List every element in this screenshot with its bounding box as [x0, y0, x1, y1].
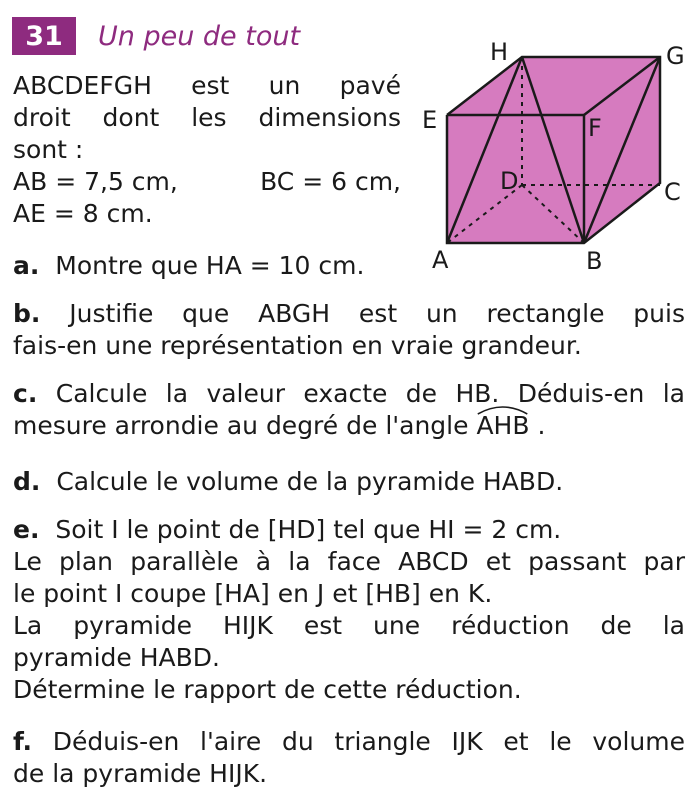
question-e-text-2: Le plan parallèle à la face ABCD et passant par [13, 547, 685, 576]
dimension-ae: AE = 8 cm. [13, 199, 153, 228]
question-e-label: e. [13, 515, 40, 544]
question-c-text-1: Calcule la valeur exacte de HB. Déduis-en la [55, 379, 685, 408]
question-a-label: a. [13, 251, 40, 280]
question-e-text-3: le point I coupe [HA] en J et [HB] en K. [13, 579, 493, 608]
question-b-line-1 [13, 298, 685, 330]
question-b-label: b. [13, 299, 41, 328]
intro-line-2: droit dont les dimensions [13, 103, 401, 132]
question-d-text: Calcule le volume de la pyramide HABD. [56, 467, 564, 496]
vertex-label-g: G [666, 42, 685, 70]
intro-text [13, 70, 401, 230]
vertex-label-e: E [422, 106, 438, 134]
dimension-bc: BC = 6 cm, [260, 167, 401, 196]
vertex-label-h: H [490, 38, 509, 66]
vertex-label-d: D [500, 167, 519, 195]
angle-name: AHB [476, 411, 530, 440]
intro-line-1: ABCDEFGH est un pavé [13, 71, 401, 100]
question-b [13, 298, 685, 362]
exercise-header [12, 16, 300, 56]
exercise-title: Un peu de tout [98, 20, 301, 52]
intro-line-3: sont : [13, 135, 84, 164]
question-c [13, 378, 685, 442]
question-c-line-1 [13, 378, 685, 410]
question-e-line-1 [13, 514, 685, 546]
question-f-label: f. [13, 727, 33, 756]
question-e-text-5: pyramide HABD. [13, 643, 221, 672]
vertex-label-c: C [664, 178, 681, 206]
question-f-line-1 [13, 726, 685, 758]
question-f-text-1: Déduis-en l'aire du triangle IJK et le volume [52, 727, 685, 756]
question-a-text: Montre que HA = 10 cm. [55, 251, 365, 280]
question-b-text-2: fais-en une représentation en vraie grandeur. [13, 331, 582, 360]
question-d-label: d. [13, 467, 41, 496]
question-f [13, 726, 685, 790]
angle-ahb [476, 410, 529, 442]
question-e [13, 514, 685, 706]
vertex-label-f: F [588, 114, 602, 142]
question-d [13, 466, 685, 498]
box-figure [410, 35, 695, 270]
dimension-ab: AB = 7,5 cm, [13, 167, 178, 196]
question-c-text-2: mesure arrondie au degré de l'angle [13, 411, 469, 440]
question-e-text-6: Détermine le rapport de cette réduction. [13, 675, 522, 704]
question-c-label: c. [13, 379, 38, 408]
question-c-text-3: . [537, 411, 546, 440]
question-f-text-2: de la pyramide HIJK. [13, 759, 268, 788]
angle-hat-icon [476, 404, 529, 416]
question-e-text-4: La pyramide HIJK est une réduction de la [13, 611, 685, 640]
intro-dimensions-row [13, 166, 401, 198]
question-a [13, 250, 685, 282]
vertex-label-b: B [586, 247, 603, 270]
question-e-text-1: Soit I le point de [HD] tel que HI = 2 cm. [55, 515, 562, 544]
vertex-label-a: A [432, 246, 449, 270]
question-b-text-1: Justifie que ABGH est un rectangle puis [69, 299, 685, 328]
exercise-number-badge: 31 [12, 17, 76, 55]
